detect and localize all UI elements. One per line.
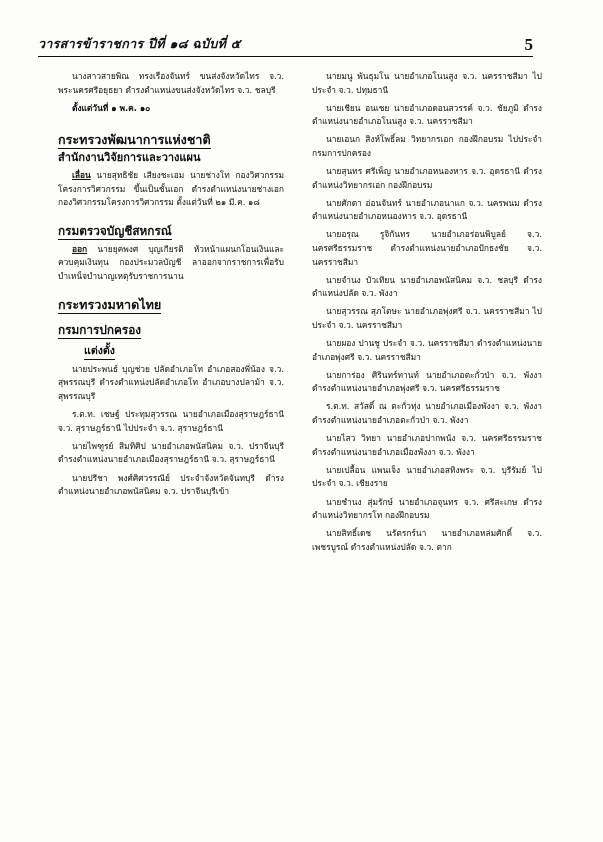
left-paragraph-2-text: นายสุทธิชัย เสียงชะเอม นายช่างโท กองวิศวกรรมโครงการวิศวกรรม ขึ้นเป็นชั้นเอก ดำรงตำแหน่งนายช่างเอก กองวิศวกรรมโครงการวิศวกรรม ตั้งแต่วันที่ ๒๑ มี.ค. ๑๘ xyxy=(58,170,284,208)
right-paragraph-1: นายมนู พันธุมโน นายอำเภอโนนสูง จ.ว. นครราชสีมา ไปประจำ จ.ว. ปทุมธานี xyxy=(312,71,542,95)
right-paragraph-3: นายเอนก สิงห์โพธิ์ลม วิทยากรเอก กองฝึกอบรม ไปประจำกรมการปกครอง xyxy=(312,134,542,158)
subheading-appointment: แต่งตั้ง xyxy=(84,344,115,360)
right-paragraph-2: นายเชียน อนเชย นายอำเภอดอนสวรรค์ จ.ว. ชัยภูมิ ดำรงตำแหน่งนายอำเภอโนนสูง จ.ว. นครราชสีมา xyxy=(312,102,542,127)
right-paragraph-14: นายชำนง สุ่มรักษ์ นายอำเภอจุนทร จ.ว. ศรีสะเกษ ดำรงตำแหน่งวิทยากรโท กองฝึกอบรม xyxy=(312,496,542,521)
office-heading-planning: สำนักงานวิจัยการและวางแผน xyxy=(58,151,201,165)
department-heading-administration: กรมการปกครอง xyxy=(58,322,142,337)
page-number: 5 xyxy=(524,35,533,54)
ministry-heading-development: กระทรวงพัฒนาการแห่งชาติ xyxy=(58,132,211,148)
left-paragraph-2 xyxy=(58,169,284,210)
left-paragraph-6: นายไพฑูรย์ สิมทิศิป นายอำเภอพนัสนิคม จ.ว. ปราจีนบุรี ดำรงตำแหน่งนายอำเภอเมืองสุราษฎร์ธานี จ.ว. สุราษฎร์ธานี xyxy=(58,440,284,465)
left-paragraph-1: นางสาวสายพิณ ทรงเรืองจันทร์ ขนส่งจังหวัดไทร จ.ว. พระนครศรีอยุธยา ดำรงตำแหน่งขนส่งจังหวัดไทร จ.ว. ชลบุรี xyxy=(58,71,284,95)
right-paragraph-6: นายอรุณ รูจิกันทร นายอำเภอร่อนพิบูลย์ จ.ว. นครศรีธรรมราช ดำรงตำแหน่งนายอำเภอปักธงชัย จ.ว. นครราชสีมา xyxy=(312,229,542,267)
keyword-promote: เลื่อน xyxy=(72,170,91,181)
right-paragraph-13: นายเปลื้อน แพนเจ็ง นายอำเภอสทิงพระ จ.ว. บุรีรัมย์ ไปประจำ จ.ว. เชียงราย xyxy=(312,464,542,489)
right-paragraph-7: นายจำนง บัวเทียน นายอำเภอพนัสนิคม จ.ว. ชลบุรี ดำรงตำแหน่งปลัด จ.ว. พังงา xyxy=(312,274,542,299)
left-column xyxy=(58,70,284,806)
page-header xyxy=(38,34,533,57)
right-paragraph-10: นายการ่อง ศิรินทร์ทานท์ นายอำเภอตะกั่วป่า จ.ว. พังงา ดำรงตำแหน่งนายอำเภอพุ่งศรี จ.ว. นครศรีธรรมราช xyxy=(312,369,542,394)
right-paragraph-9: นายผอง ปานชู ประจำ จ.ว. นครราชสีมา ดำรงตำแหน่งนายอำเภอพุ่งศรี จ.ว. นครราชสีมา xyxy=(312,338,542,362)
left-paragraph-4: นายประพนธ์ บุญช่วย ปลัดอำเภอโท อำเภอสองพี่น้อง จ.ว. สุพรรณบุรี ดำรงตำแหน่งปลัดอำเภอโท อำเภอบางปลาม้า จ.ว. สุพรรณบุรี xyxy=(58,363,284,402)
left-paragraph-3 xyxy=(58,243,284,284)
right-paragraph-4: นายสุนทร ศรีเพ็ญ นายอำเภอหนองหาร จ.ว. อุดรธานี ดำรงตำแหน่งวิทยากรเอก กองฝึกอบรม xyxy=(312,166,542,190)
journal-title: วารสารข้าราชการ ปีที่ ๑๘ ฉบับที่ ๕ xyxy=(38,36,241,51)
left-paragraph-7: นายปรีชา พงศ์ศิศวรรณีย์ ประจำจังหวัดจันทบุรี ดำรงตำแหน่งนายอำเภอพนัสนิคม จ.ว. ปราจีนบุรีเข้า xyxy=(58,472,284,497)
keyword-resign: ออก xyxy=(72,243,88,254)
effective-date: ตั้งแต่วันที่ ๑ พ.ค. ๑๐ xyxy=(72,102,151,113)
right-paragraph-15: นายสิทธิ์เดช นรัตรกร์นา นายอำเภอหล่มศักดิ์ จ.ว. เพชรบูรณ์ ดำรงตำแหน่งปลัด จ.ว. ตาก xyxy=(312,528,542,552)
department-heading-audit: กรมตรวจบัญชีสหกรณ์ xyxy=(58,223,172,238)
right-paragraph-12: นายไสว วิทยา นายอำเภอปากพนัง จ.ว. นครศรีธรรมราช ดำรงตำแหน่งนายอำเภอเมืองพังงา จ.ว. พังงา xyxy=(312,433,542,457)
left-paragraph-5: ร.ต.ท. เชษฐ์ ประทุมสุวรรณ นายอำเภอเมืองสุราษฎร์ธานี จ.ว. สุราษฎร์ธานี ไปประจำ จ.ว. สุราษฎร์ธานี xyxy=(58,409,284,433)
right-column xyxy=(312,70,542,806)
right-paragraph-5: นายศักดา อ่อนจันทร์ นายอำเภอนาแก จ.ว. นครพนม ดำรงตำแหน่งนายอำเภอหนองหาร จ.ว. อุดรธานี xyxy=(312,197,542,222)
right-paragraph-8: นายสุวรรณ สุภโตษะ นายอำเภอพุ่งศรี จ.ว. นครราชสีมา ไปประจำ จ.ว. นครราชสีมา xyxy=(312,306,542,330)
left-paragraph-3-text: นายยุคพงศ บุญเกียรติ หัวหน้าแผนกโอนเงินและควบคุมเงินทุน กองประมวลบัญชี ลาออกจากราชการเพื่อรับบำเหน็จบำนาญเหตุรับราชการนาน xyxy=(58,243,284,281)
right-paragraph-11: ร.ต.ท. สวัสดิ์ ณ ตะกั่วทุ่ง นายอำเภอเมืองพังงา จ.ว. พังงา ดำรงตำแหน่งนายอำเภอตะกั่วป่า จ.ว. พังงา xyxy=(312,401,542,426)
ministry-heading-interior: กระทรวงมหาดไทย xyxy=(58,296,162,312)
